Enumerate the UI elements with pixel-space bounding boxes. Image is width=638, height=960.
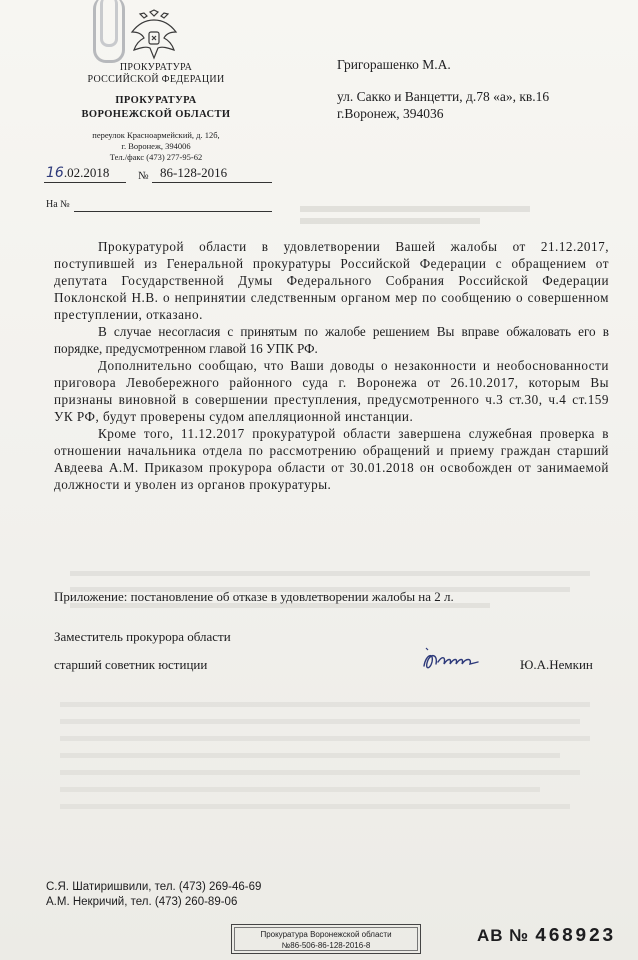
org-bold1: ПРОКУРАТУРА bbox=[115, 95, 197, 106]
attachment-note: Приложение: постановление об отказе в удовлетворении жалобы на 2 л. bbox=[54, 589, 454, 604]
org-bold2: ВОРОНЕЖСКОЙ ОБЛАСТИ bbox=[81, 109, 231, 120]
address-line2: г. Воронеж, 394006 bbox=[121, 141, 191, 151]
date-handwritten-day: 16 bbox=[46, 165, 64, 181]
org-address bbox=[40, 130, 272, 163]
bleed-through-texture-bottom bbox=[60, 690, 590, 821]
date-month-year: .02.2018 bbox=[63, 165, 110, 180]
executors-list bbox=[46, 880, 261, 910]
handwritten-signature bbox=[420, 646, 490, 676]
signer-position-line1: Заместитель прокурора области bbox=[54, 629, 231, 644]
reply-underline bbox=[74, 211, 272, 212]
org-name-small bbox=[40, 62, 272, 86]
registration-number: 86-128-2016 bbox=[160, 165, 228, 180]
address-line3: Тел./факс (473) 277-95-62 bbox=[109, 152, 203, 162]
signer-position-line2: старший советник юстиции bbox=[54, 657, 208, 672]
number-underline bbox=[152, 182, 272, 183]
paragraph-4: Кроме того, 11.12.2017 прокуратурой области завершена служебная проверка в отношении начальника отдела по рассмотрению обращений и приему граждан старший Авдеева А.М. Приказом прокурора области от 30.01.2018 он освобожден от занимаемой должности и уволен из органов прокуратуры. bbox=[54, 426, 609, 492]
org-line1: ПРОКУРАТУРА bbox=[119, 62, 193, 73]
serial-series: АВ № bbox=[477, 926, 530, 945]
stamp-line1: Прокуратура Воронежской области bbox=[260, 930, 392, 939]
paragraph-3: Дополнительно сообщаю, что Ваши доводы о незаконности и необоснованности приговора Левобережного районного суда г. Воронежа от 26.10.2017, которым Вы признаны виновной в совершении преступления, предусмотренного ч.3 ст.30, ч.4 ст.159 УК РФ, будут проверены судом апелляционной инстанции. bbox=[54, 358, 609, 424]
letter-body bbox=[54, 238, 609, 493]
org-name-bold bbox=[40, 94, 272, 122]
recipient-city: г.Воронеж, 394036 bbox=[337, 106, 444, 121]
signer-name: Ю.А.Немкин bbox=[520, 657, 593, 672]
registration-line bbox=[46, 165, 109, 181]
bleed-through-texture bbox=[300, 200, 530, 230]
serial-number: 468923 bbox=[534, 925, 616, 947]
recipient-name: Григорашенко М.А. bbox=[337, 57, 451, 72]
stamp-line2: №86-506-86-128-2016-8 bbox=[281, 941, 371, 950]
number-sign: № bbox=[138, 170, 149, 182]
paper-clip-inner-icon bbox=[100, 0, 118, 47]
double-headed-eagle-icon bbox=[126, 8, 182, 64]
org-line2: РОССИЙСКОЙ ФЕДЕРАЦИИ bbox=[87, 74, 225, 85]
executor-1: С.Я. Шатиришвили, тел. (473) 269-46-69 bbox=[46, 881, 262, 893]
recipient-street: ул. Сакко и Ванцетти, д.78 «а», кв.16 bbox=[337, 89, 550, 104]
form-serial bbox=[477, 925, 615, 947]
executor-2: А.М. Некричий, тел. (473) 260-89-06 bbox=[46, 896, 238, 908]
paragraph-2: В случае несогласия с принятым по жалобе решением Вы вправе обжаловать его в порядке, предусмотренном главой 16 УПК РФ. bbox=[54, 324, 609, 356]
reply-label: На № bbox=[46, 199, 70, 210]
paragraph-1: Прокуратурой области в удовлетворении Вашей жалобы от 21.12.2017, поступившей из Генеральной прокуратуры Российской Федерации с обращением от депутата Государственной Думы Федерального Собрания Российской Федерации Поклонской Н.В. о непринятии следственным органом мер по сообщению о совершенном преступлении, отказано. bbox=[54, 239, 609, 322]
address-line1: переулок Красноармейский, д. 12б, bbox=[92, 130, 220, 140]
registration-stamp bbox=[231, 924, 421, 954]
date-underline bbox=[44, 182, 126, 183]
